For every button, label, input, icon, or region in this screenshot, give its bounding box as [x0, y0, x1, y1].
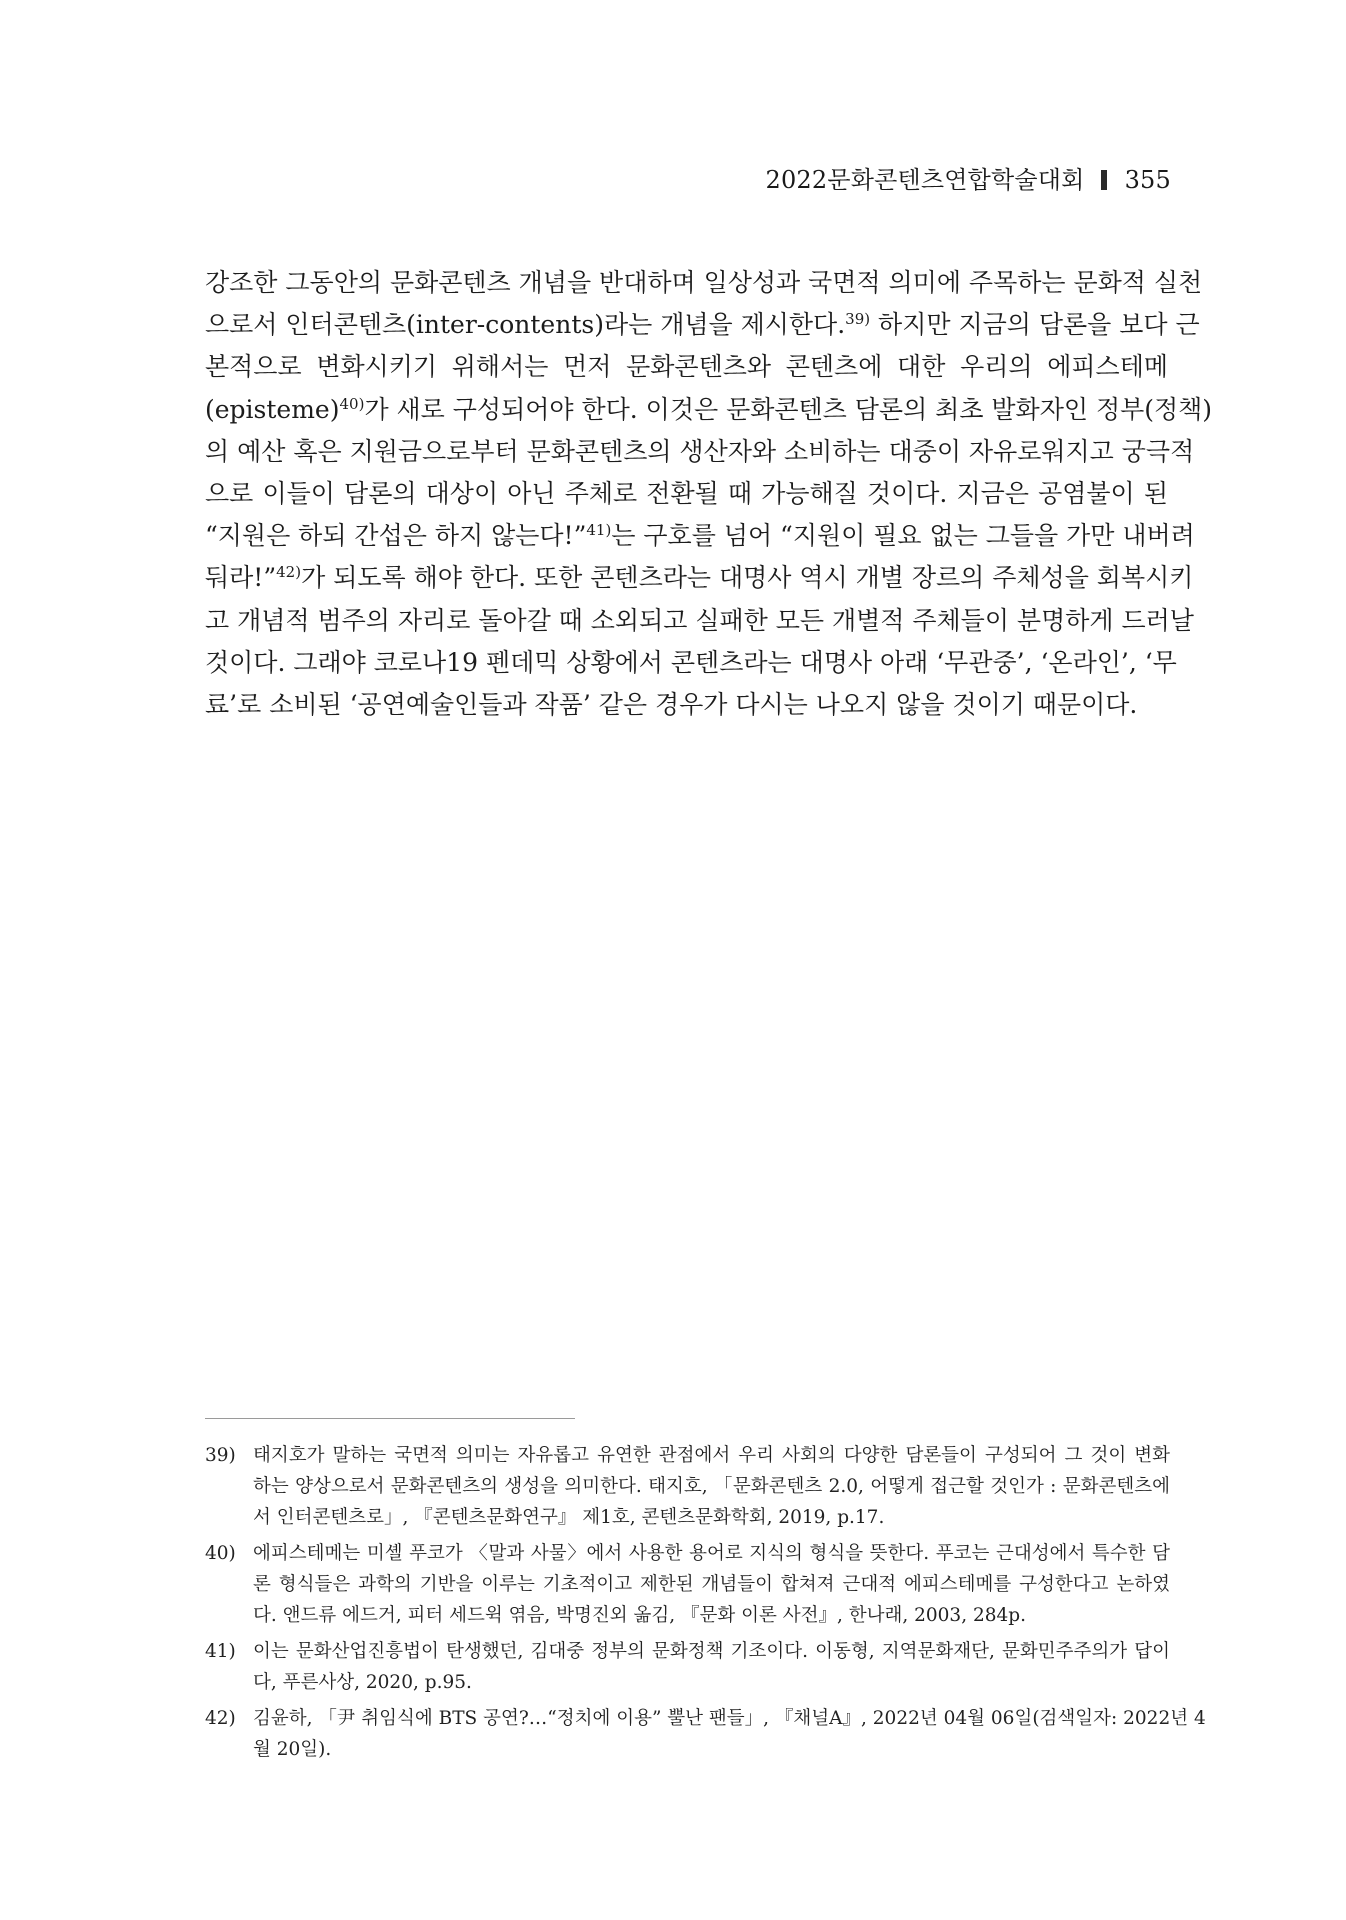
page-number: 355: [1124, 166, 1171, 194]
footnote-line: 태지호가 말하는 국면적 의미는 자유롭고 유연한 관점에서 우리 사회의 다양한 담론들이 구성되어 그 것이 변화: [253, 1445, 1170, 1466]
footnote-42: [205, 1703, 1206, 1765]
footnotes: [205, 1440, 1206, 1770]
body-line: (episteme)$^{40)}$가 새로 구성되어야 한다. 이것은 문화콘텐츠 담론의 최초 발화자인 정부(정책): [205, 394, 1213, 424]
footnote-line: 다, 푸른사상, 2020, p.95.: [253, 1672, 472, 1693]
footnote-line: 에피스테메는 미셸 푸코가 〈말과 사물〉에서 사용한 용어로 지식의 형식을 뜻한다. 푸코는 근대성에서 특수한 담: [253, 1543, 1170, 1564]
footnote-40: [205, 1538, 1170, 1631]
footnote-number: 41): [205, 1641, 236, 1662]
footnote-number: 39): [205, 1445, 236, 1466]
body-line: 의 예산 혹은 지원금으로부터 문화콘텐츠의 생산자와 소비하는 대중이 자유로워지고 궁극적: [205, 436, 1195, 466]
footnote-line: 이는 문화산업진흥법이 탄생했던, 김대중 정부의 문화정책 기조이다. 이동형, 지역문화재단, 문화민주주의가 답이: [253, 1641, 1170, 1662]
footnote-ref-39[interactable]: 39): [845, 310, 871, 329]
body-line: “지원은 하되 간섭은 하지 않는다!”$^{41)}$는 구호를 넘어 “지원이 필요 없는 그들을 가만 내버려: [205, 521, 1195, 551]
body-line: 고 개념적 범주의 자리로 돌아갈 때 소외되고 실패한 모든 개별적 주체들이 분명하게 드러날: [205, 605, 1194, 635]
footnote-number: 40): [205, 1543, 236, 1564]
footnote-separator: [205, 1418, 575, 1419]
running-title: 2022문화콘텐츠연합학술대회: [765, 166, 1085, 194]
footnote-ref-41[interactable]: 41): [586, 521, 612, 540]
running-header: [765, 160, 1171, 195]
footnote-line: 다. 앤드류 에드거, 피터 세드윅 엮음, 박명진외 옮김, 『문화 이론 사전』, 한나래, 2003, 284p.: [253, 1605, 1026, 1626]
footnote-line: 월 20일).: [253, 1739, 332, 1760]
footnote-line: 김윤하, 「尹 취임식에 BTS 공연?…“정치에 이용” 뿔난 팬들」, 『채널A』, 2022년 04월 06일(검색일자: 2022년 4: [253, 1708, 1206, 1729]
body-paragraph: [205, 262, 1213, 726]
body-line: 둬라!”$^{42)}$가 되도록 해야 한다. 또한 콘텐츠라는 대명사 역시 개별 장르의 주체성을 회복시키: [205, 563, 1194, 593]
footnote-ref-40[interactable]: 40): [339, 394, 365, 413]
body-line: 강조한 그동안의 문화콘텐츠 개념을 반대하며 일상성과 국면적 의미에 주목하는 문화적 실천: [205, 268, 1203, 297]
footnote-line: 론 형식들은 과학의 기반을 이루는 기초적이고 제한된 개념들이 합쳐져 근대적 에피스테메를 구성한다고 논하였: [253, 1574, 1170, 1595]
body-line: 으로서 인터콘텐츠(inter-contents)라는 개념을 제시한다.$^{39)}$ 하지만 지금의 담론을 보다 근: [205, 310, 1200, 340]
footnote-39: [205, 1440, 1170, 1533]
body-line: 것이다. 그래야 코로나19 펜데믹 상황에서 콘텐츠라는 대명사 아래 ‘무관중’, ‘온라인’, ‘무: [205, 647, 1177, 677]
body-line: 으로 이들이 담론의 대상이 아닌 주체로 전환될 때 가능해질 것이다. 지금은 공염불이 된: [205, 478, 1168, 508]
body-line: 본적으로 변화시키기 위해서는 먼저 문화콘텐츠와 콘텐츠에 대한 우리의 에피스테메: [205, 352, 1168, 382]
footnote-line: 하는 양상으로서 문화콘텐츠의 생성을 의미한다. 태지호, 「문화콘텐츠 2.0, 어떻게 접근할 것인가 : 문화콘텐츠에: [253, 1476, 1170, 1497]
body-line: 료’로 소비된 ‘공연예술인들과 작품’ 같은 경우가 다시는 나오지 않을 것이기 때문이다.: [205, 689, 1138, 719]
header-separator-bar: [1101, 170, 1107, 190]
footnote-number: 42): [205, 1708, 236, 1729]
footnote-line: 서 인터콘텐츠로」, 『콘텐츠문화연구』 제1호, 콘텐츠문화학회, 2019, p.17.: [253, 1507, 885, 1528]
footnote-ref-42[interactable]: 42): [276, 563, 302, 582]
footnote-41: [205, 1636, 1170, 1698]
